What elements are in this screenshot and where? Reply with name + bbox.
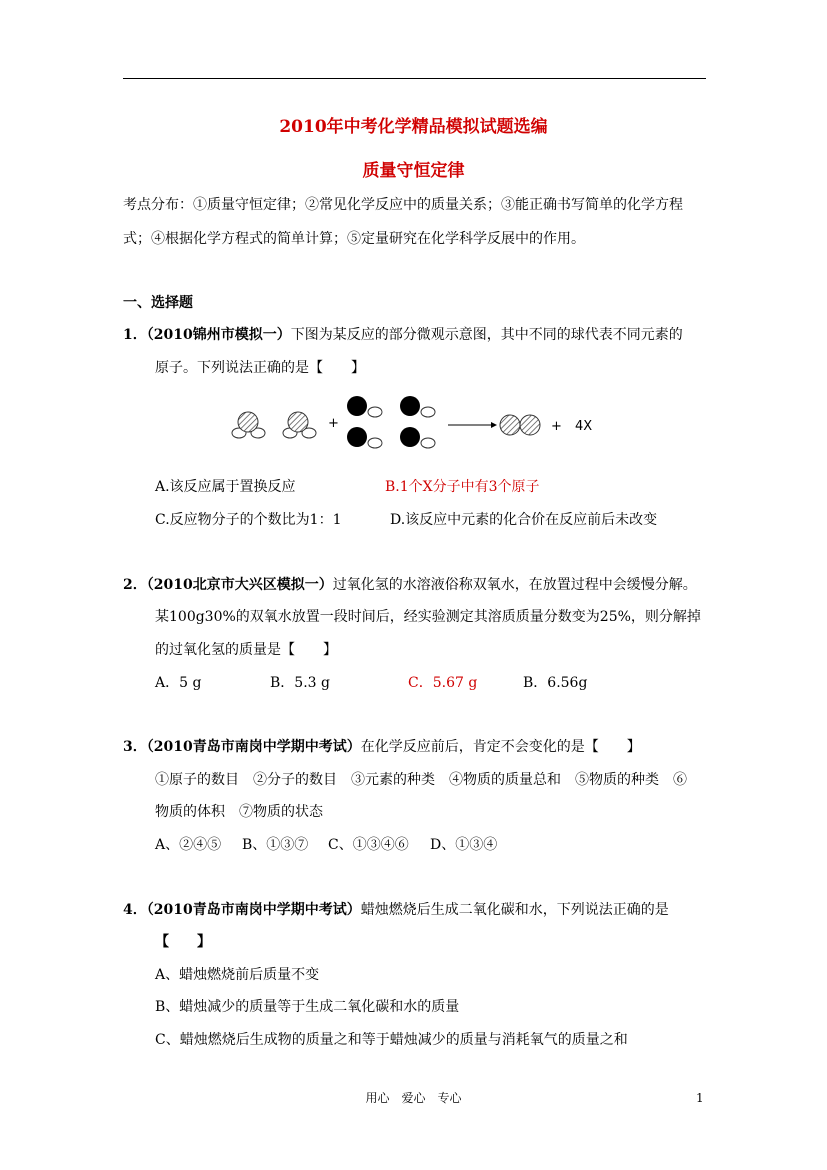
plus-sign: + — [328, 416, 339, 431]
question-2 — [123, 574, 697, 594]
q4-option-a: A、蜡烛燃烧前后质量不变 — [155, 967, 320, 983]
intro-line-2: 式；④根据化学方程式的简单计算；⑤定量研究在化学科学反展中的作用。 — [123, 231, 585, 247]
q3-option-a: A、②④⑤ — [155, 837, 222, 853]
reactant-molecule-hatched — [283, 412, 316, 438]
question-source: （2010锦州市模拟一） — [146, 327, 291, 343]
q2-option-b: B．5.3 g — [270, 675, 330, 691]
question-source: （2010青岛市南岗中学期中考试） — [146, 739, 361, 755]
section-title: 一、选择题 — [123, 295, 193, 311]
product-molecule-hatched — [500, 415, 540, 435]
page-number: 1 — [696, 1091, 704, 1105]
question-text: 下图为某反应的部分微观示意图，其中不同的球代表不同元素的 — [290, 327, 683, 343]
question-1-line-2: 原子。下列说法正确的是【 】 — [155, 360, 365, 376]
reactant-molecule-black — [400, 427, 435, 448]
document-subtitle: 质量守恒定律 — [362, 161, 465, 181]
q1-option-b-answer: B.1个X分子中有3个原子 — [385, 479, 540, 495]
q1-option-d: D.该反应中元素的化合价在反应前后未改变 — [390, 512, 658, 528]
reactant-molecule-black — [400, 396, 435, 417]
document-title: 2010年中考化学精品模拟试题选编 — [279, 117, 548, 137]
q4-option-c: C、蜡烛燃烧后生成物的质量之和等于蜡烛减少的质量与消耗氧气的质量之和 — [155, 1032, 628, 1048]
question-text: 蜡烛燃烧后生成二氧化碳和水，下列说法正确的是 — [360, 902, 669, 918]
question-number: 4． — [123, 902, 147, 918]
question-2-line-3: 的过氧化氢的质量是【 】 — [155, 642, 337, 658]
q3-option-c: C、①③④⑥ — [328, 837, 409, 853]
question-number: 1． — [123, 327, 147, 343]
question-3-line-2: ①原子的数目 ②分子的数目 ③元素的种类 ④物质的质量总和 ⑤物质的种类 ⑥ — [155, 772, 687, 788]
question-2-line-2: 某100g30%的双氧水放置一段时间后，经实验测定其溶质质量分数变为25%，则分解掉 — [155, 609, 701, 625]
question-4 — [123, 899, 669, 919]
footer-motto: 用心 爱心 专心 — [365, 1091, 462, 1105]
q3-option-b: B、①③⑦ — [242, 837, 309, 853]
header-rule — [123, 78, 706, 79]
reactant-molecule-black — [347, 427, 382, 448]
question-text: 过氧化氢的水溶液俗称双氧水，在放置过程中会缓慢分解。 — [332, 577, 697, 593]
question-source: （2010北京市大兴区模拟一） — [146, 577, 333, 593]
reaction-arrow — [448, 422, 497, 428]
plus-sign: + — [551, 419, 562, 434]
q2-option-a: A．5 g — [155, 675, 202, 691]
question-3 — [123, 736, 641, 756]
intro-line-1: 考点分布：①质量守恒定律；②常见化学反应中的质量关系；③能正确书写简单的化学方程 — [123, 197, 683, 213]
question-1 — [123, 324, 683, 344]
question-number: 3． — [123, 739, 147, 755]
q2-option-c-answer: C．5.67 g — [408, 675, 478, 691]
question-4-bracket: 【 】 — [155, 934, 211, 950]
q1-option-a: A.该反应属于置换反应 — [155, 479, 296, 495]
product-label: 4X — [575, 419, 593, 434]
reactant-molecule-hatched — [232, 412, 265, 438]
question-text: 在化学反应前后，肯定不会变化的是【 】 — [360, 739, 641, 755]
question-number: 2． — [123, 577, 147, 593]
reactant-molecule-black — [347, 396, 382, 417]
question-3-line-3: 物质的体积 ⑦物质的状态 — [155, 804, 323, 820]
q2-option-d: B．6.56g — [523, 675, 588, 691]
reaction-diagram — [225, 393, 605, 455]
q3-option-d: D、①③④ — [430, 837, 498, 853]
q1-option-c: C.反应物分子的个数比为1：1 — [155, 512, 342, 528]
question-source: （2010青岛市南岗中学期中考试） — [146, 902, 361, 918]
q4-option-b: B、蜡烛减少的质量等于生成二氧化碳和水的质量 — [155, 999, 460, 1015]
